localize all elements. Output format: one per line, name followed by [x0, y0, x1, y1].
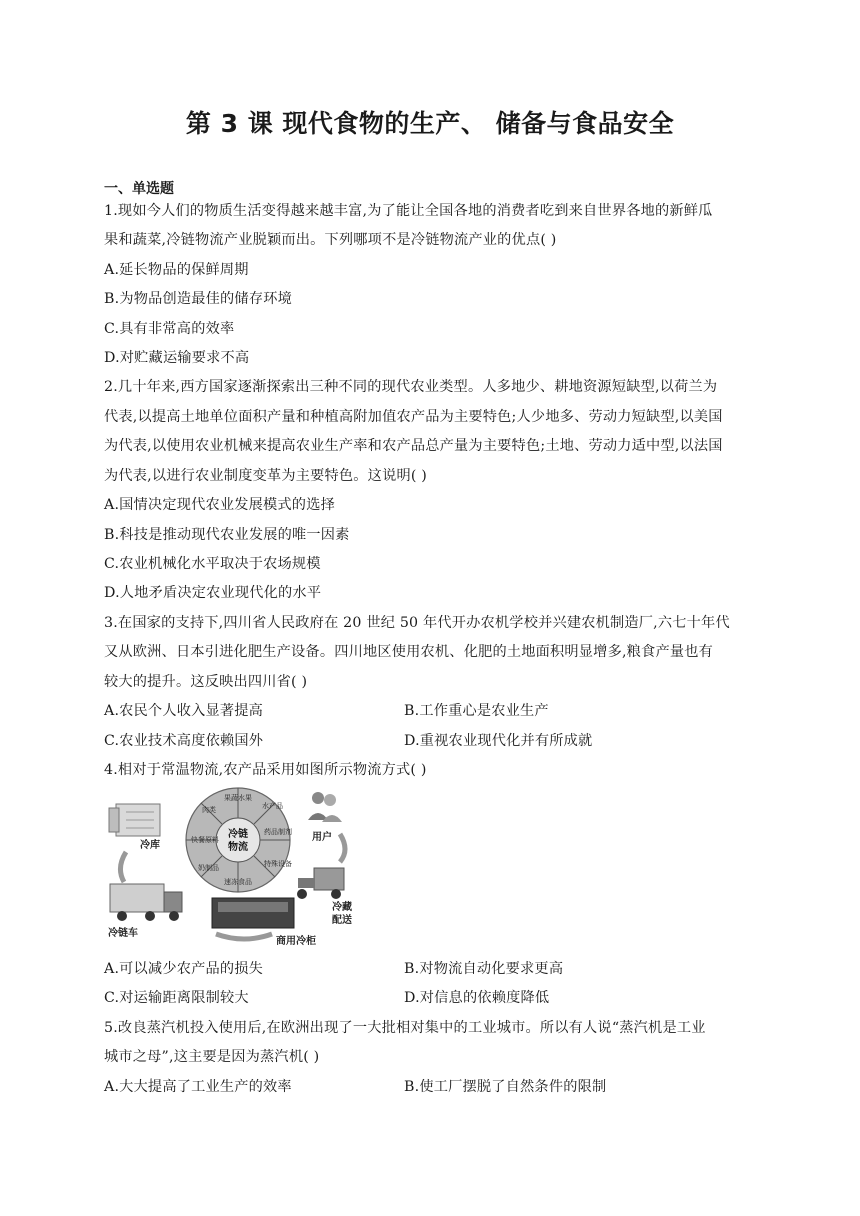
fig-ring-meat: 肉类	[202, 806, 216, 814]
q3-option-a: A.农民个人收入显著提高	[104, 703, 264, 719]
fig-ring-fruit-veg: 果蔬水果	[224, 794, 252, 802]
q2-option-d: D.人地矛盾决定农业现代化的水平	[104, 585, 322, 601]
q2-option-a: A.国情决定现代农业发展模式的选择	[104, 497, 335, 513]
q2-stem-line1: 2.几十年来,西方国家逐渐探索出三种不同的现代农业类型。人多地少、耕地资源短缺型,以荷兰为	[104, 379, 718, 395]
fig-node-delivery-line1: 冷藏	[332, 902, 352, 913]
q5-stem-line1: 5.改良蒸汽机投入使用后,在欧洲出现了一大批相对集中的工业城市。所以有人说“蒸汽机是工业	[104, 1020, 706, 1036]
cold-storage-icon	[109, 804, 160, 836]
q3-option-b: B.工作重心是农业生产	[404, 703, 549, 719]
delivery-tricycle-icon	[297, 868, 344, 899]
q2-option-c: C.农业机械化水平取决于农场规模	[104, 556, 321, 572]
q1-option-c: C.具有非常高的效率	[104, 321, 235, 337]
q4-option-d: D.对信息的依赖度降低	[404, 990, 550, 1006]
q5-option-a: A.大大提高了工业生产的效率	[104, 1079, 292, 1095]
q1-stem-line2: 果和蔬菜,冷链物流产业脱颖而出。下列哪项不是冷链物流产业的优点( )	[104, 232, 557, 248]
q2-stem-line3: 为代表,以使用农业机械来提高农业生产率和农产品总产量为主要特色;土地、劳动力适中型,以法国	[104, 438, 723, 454]
q2-stem-line4: 为代表,以进行农业制度变革为主要特色。这说明( )	[104, 468, 428, 484]
q3-stem-line3: 较大的提升。这反映出四川省( )	[104, 674, 308, 690]
fig-center-line1: 冷链	[228, 829, 248, 840]
q2-option-b: B.科技是推动现代农业发展的唯一因素	[104, 527, 350, 543]
flow-arrow	[340, 834, 345, 862]
fig-ring-medicine: 药品制剂	[264, 828, 292, 836]
q5-option-b: B.使工厂摆脱了自然条件的限制	[404, 1079, 607, 1095]
fig-node-users: 用户	[312, 832, 332, 843]
truck-icon	[110, 884, 182, 921]
fig-ring-frozen: 速冻食品	[224, 878, 252, 886]
fig-node-truck: 冷链车	[108, 928, 138, 939]
flow-arrow	[120, 852, 126, 882]
q4-option-b: B.对物流自动化要求更高	[404, 961, 564, 977]
section-heading: 一、单选题	[104, 181, 174, 197]
fig-center-line2: 物流	[228, 842, 248, 853]
q1-stem-line1: 1.现如今人们的物质生活变得越来越丰富,为了能让全国各地的消费者吃到来自世界各地的新鲜瓜	[104, 203, 713, 219]
cold-chain-figure	[104, 786, 364, 950]
fig-ring-fastfood: 快餐原料	[191, 836, 219, 844]
flow-arrow	[216, 934, 272, 939]
fig-node-cold-storage: 冷库	[140, 840, 160, 851]
q3-stem-line1: 3.在国家的支持下,四川省人民政府在 20 世纪 50 年代开办农机学校并兴建农机制造厂,六七十年代	[104, 615, 730, 631]
fig-node-delivery-line2: 配送	[332, 915, 352, 926]
q4-stem-line1: 4.相对于常温物流,农产品采用如图所示物流方式( )	[104, 762, 427, 778]
q1-option-a: A.延长物品的保鲜周期	[104, 262, 249, 278]
q3-option-d: D.重视农业现代化并有所成就	[404, 733, 593, 749]
page-title: 第 3 课 现代食物的生产、 储备与食品安全	[185, 109, 675, 138]
q4-option-a: A.可以减少农产品的损失	[104, 961, 264, 977]
fig-ring-aquatic: 水产品	[262, 802, 283, 810]
users-icon	[308, 792, 342, 822]
q3-stem-line2: 又从欧洲、日本引进化肥生产设备。四川地区使用农机、化肥的土地面积明显增多,粮食产量也有	[104, 644, 713, 660]
q1-option-b: B.为物品创造最佳的储存环境	[104, 291, 292, 307]
q3-option-c: C.农业技术高度依赖国外	[104, 733, 264, 749]
fig-node-freezer: 商用冷柜	[276, 936, 316, 947]
q5-stem-line2: 城市之母”,这主要是因为蒸汽机( )	[104, 1049, 320, 1065]
q2-stem-line2: 代表,以提高土地单位面积产量和种植高附加值农产品为主要特色;人少地多、劳动力短缺型,以美国	[104, 409, 723, 425]
q4-option-c: C.对运输距离限制较大	[104, 990, 249, 1006]
freezer-icon	[212, 898, 294, 928]
fig-ring-dairy: 奶制品	[198, 864, 219, 872]
fig-ring-special: 特殊设备	[264, 860, 292, 868]
q1-option-d: D.对贮藏运输要求不高	[104, 350, 250, 366]
